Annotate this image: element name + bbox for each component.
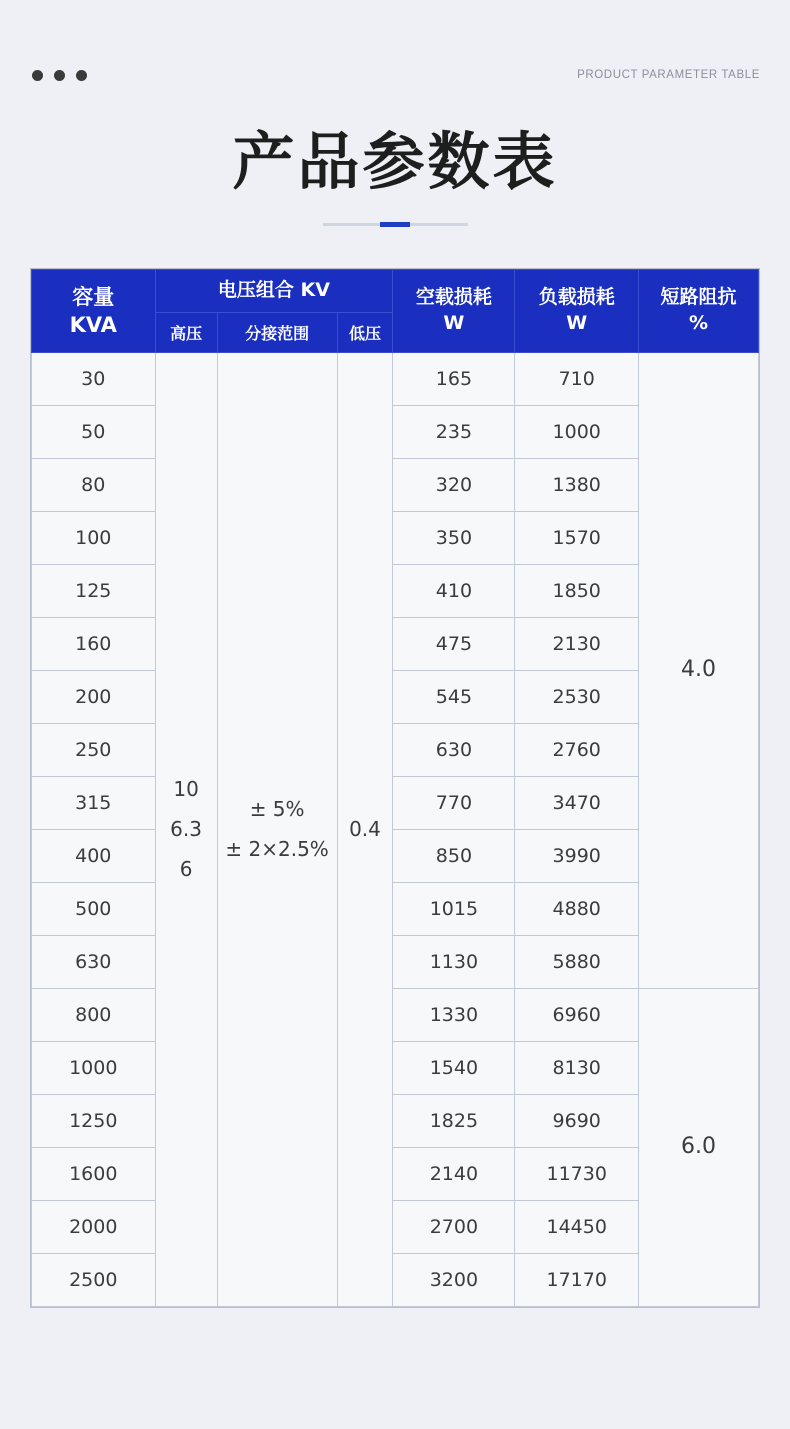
tap-range-value: ± 5% xyxy=(249,797,305,822)
table-row xyxy=(32,988,759,1041)
cell-load-loss: 2130 xyxy=(515,617,639,670)
dot-icon xyxy=(54,70,65,81)
cell-no-load-loss: 320 xyxy=(393,458,515,511)
cell-no-load-loss: 350 xyxy=(393,511,515,564)
cell-tap-range-merged xyxy=(217,352,337,1306)
cell-capacity: 30 xyxy=(32,352,156,405)
cell-high-voltage-merged xyxy=(155,352,217,1306)
cell-load-loss: 2530 xyxy=(515,670,639,723)
high-voltage-value: 6.3 xyxy=(170,817,202,842)
cell-no-load-loss: 850 xyxy=(393,829,515,882)
header-capacity xyxy=(32,270,156,353)
cell-load-loss: 1570 xyxy=(515,511,639,564)
header-tap-range: 分接范围 xyxy=(217,312,337,352)
header-impedance xyxy=(638,270,758,353)
cell-capacity: 400 xyxy=(32,829,156,882)
cell-low-voltage-merged: 0.4 xyxy=(337,352,393,1306)
cell-no-load-loss: 1330 xyxy=(393,988,515,1041)
cell-load-loss: 710 xyxy=(515,352,639,405)
header-no-load-loss xyxy=(393,270,515,353)
cell-no-load-loss: 545 xyxy=(393,670,515,723)
cell-load-loss: 11730 xyxy=(515,1147,639,1200)
cell-load-loss: 8130 xyxy=(515,1041,639,1094)
cell-no-load-loss: 770 xyxy=(393,776,515,829)
cell-no-load-loss: 1130 xyxy=(393,935,515,988)
cell-no-load-loss: 2700 xyxy=(393,1200,515,1253)
cell-capacity: 250 xyxy=(32,723,156,776)
cell-load-loss: 1850 xyxy=(515,564,639,617)
cell-capacity: 160 xyxy=(32,617,156,670)
cell-no-load-loss: 475 xyxy=(393,617,515,670)
high-voltage-value: 10 xyxy=(173,777,199,802)
header-impedance-line1: 短路阻抗 xyxy=(660,286,737,309)
table-row xyxy=(32,352,759,405)
cell-capacity: 200 xyxy=(32,670,156,723)
cell-capacity: 80 xyxy=(32,458,156,511)
cell-load-loss: 2760 xyxy=(515,723,639,776)
tap-range-value: ± 2×2.5% xyxy=(225,837,329,862)
header-eyebrow: PRODUCT PARAMETER TABLE xyxy=(577,69,760,81)
header-no-load-loss-line2: W xyxy=(443,312,465,335)
cell-load-loss: 3990 xyxy=(515,829,639,882)
cell-load-loss: 4880 xyxy=(515,882,639,935)
table-head-row-1 xyxy=(32,270,759,313)
cell-capacity: 800 xyxy=(32,988,156,1041)
cell-no-load-loss: 165 xyxy=(393,352,515,405)
dot-icon xyxy=(32,70,43,81)
cell-load-loss: 9690 xyxy=(515,1094,639,1147)
cell-impedance-bottom: 6.0 xyxy=(638,988,758,1306)
cell-capacity: 100 xyxy=(32,511,156,564)
cell-capacity: 125 xyxy=(32,564,156,617)
header-voltage-group: 电压组合 KV xyxy=(155,270,393,313)
cell-no-load-loss: 1540 xyxy=(393,1041,515,1094)
cell-no-load-loss: 1825 xyxy=(393,1094,515,1147)
cell-capacity: 1250 xyxy=(32,1094,156,1147)
title-divider xyxy=(323,223,468,226)
cell-capacity: 630 xyxy=(32,935,156,988)
cell-no-load-loss: 3200 xyxy=(393,1253,515,1306)
header-low-voltage: 低压 xyxy=(337,312,393,352)
cell-capacity: 1000 xyxy=(32,1041,156,1094)
dot-icon xyxy=(76,70,87,81)
table-head xyxy=(32,270,759,353)
cell-capacity: 50 xyxy=(32,405,156,458)
title-block xyxy=(0,126,790,226)
header-capacity-line2: KVA xyxy=(69,313,117,338)
cell-capacity: 500 xyxy=(32,882,156,935)
cell-load-loss: 14450 xyxy=(515,1200,639,1253)
cell-load-loss: 1000 xyxy=(515,405,639,458)
cell-load-loss: 1380 xyxy=(515,458,639,511)
cell-load-loss: 6960 xyxy=(515,988,639,1041)
cell-load-loss: 3470 xyxy=(515,776,639,829)
decorative-dots xyxy=(32,70,87,81)
cell-load-loss: 5880 xyxy=(515,935,639,988)
cell-no-load-loss: 235 xyxy=(393,405,515,458)
header-load-loss xyxy=(515,270,639,353)
cell-capacity: 2500 xyxy=(32,1253,156,1306)
page-header xyxy=(0,0,790,120)
page-title: 产品参数表 xyxy=(232,125,558,198)
cell-no-load-loss: 410 xyxy=(393,564,515,617)
cell-load-loss: 17170 xyxy=(515,1253,639,1306)
cell-no-load-loss: 630 xyxy=(393,723,515,776)
table-body xyxy=(32,352,759,1306)
header-load-loss-line1: 负载损耗 xyxy=(538,286,615,309)
parameter-table-container xyxy=(30,268,760,1308)
header-impedance-line2: % xyxy=(688,312,708,335)
header-no-load-loss-line1: 空载损耗 xyxy=(415,286,492,309)
cell-no-load-loss: 2140 xyxy=(393,1147,515,1200)
cell-capacity: 2000 xyxy=(32,1200,156,1253)
cell-impedance-top: 4.0 xyxy=(638,352,758,988)
parameter-table xyxy=(31,269,759,1307)
header-high-voltage: 高压 xyxy=(155,312,217,352)
cell-capacity: 315 xyxy=(32,776,156,829)
cell-no-load-loss: 1015 xyxy=(393,882,515,935)
cell-capacity: 1600 xyxy=(32,1147,156,1200)
header-capacity-line1: 容量 xyxy=(72,284,115,309)
header-load-loss-line2: W xyxy=(566,312,588,335)
high-voltage-value: 6 xyxy=(179,857,193,882)
